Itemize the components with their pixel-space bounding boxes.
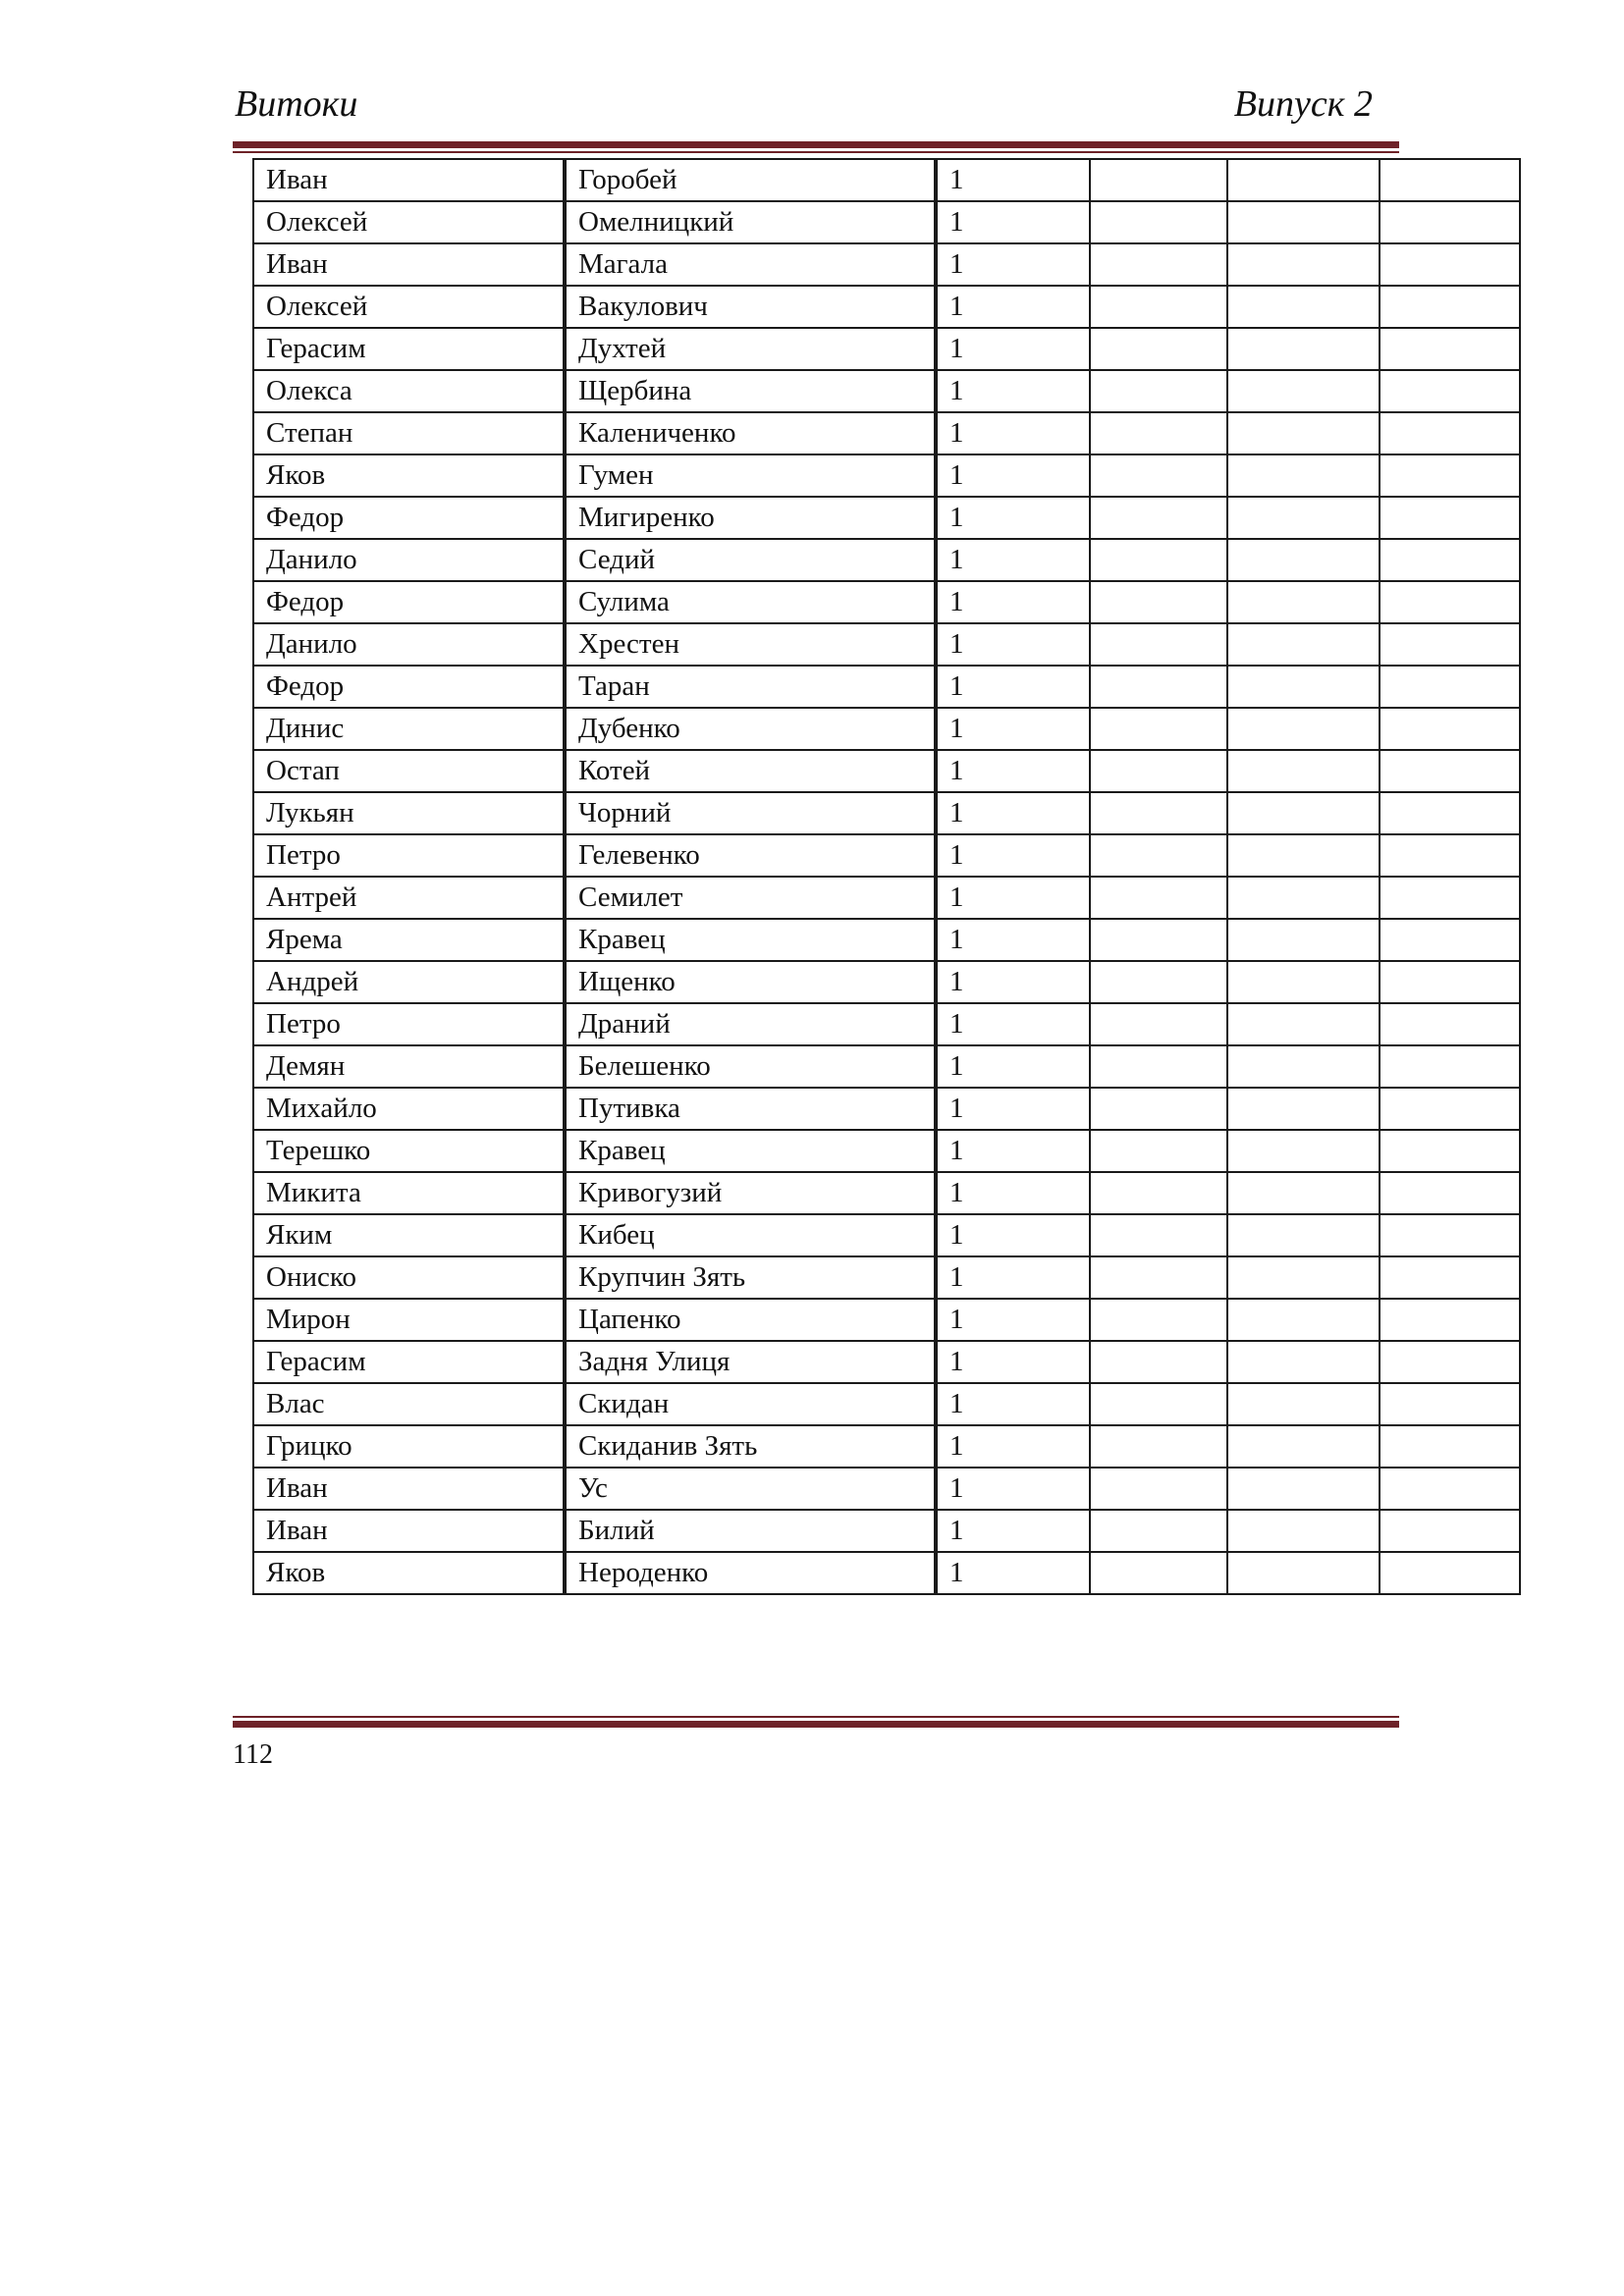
empty-cell (1090, 1468, 1227, 1510)
empty-cell (1227, 877, 1380, 919)
table-row (253, 1130, 1520, 1172)
empty-cell (1090, 961, 1227, 1003)
surname-cell: Путивка (565, 1088, 936, 1130)
count-cell: 1 (936, 454, 1090, 497)
first-name-cell: Петро (253, 834, 565, 877)
empty-cell (1380, 1425, 1520, 1468)
surname-cell: Сулима (565, 581, 936, 623)
count-cell: 1 (936, 919, 1090, 961)
count-cell: 1 (936, 1172, 1090, 1214)
empty-cell (1090, 708, 1227, 750)
table-row (253, 792, 1520, 834)
table-row (253, 454, 1520, 497)
surname-cell: Вакулович (565, 286, 936, 328)
empty-cell (1227, 1425, 1380, 1468)
first-name-cell: Мирон (253, 1299, 565, 1341)
empty-cell (1380, 370, 1520, 412)
table-row (253, 1045, 1520, 1088)
count-cell: 1 (936, 666, 1090, 708)
table-row (253, 159, 1520, 201)
table-row (253, 877, 1520, 919)
first-name-cell: Яков (253, 1552, 565, 1594)
empty-cell (1380, 243, 1520, 286)
first-name-cell: Терешко (253, 1130, 565, 1172)
table-row (253, 623, 1520, 666)
empty-cell (1227, 497, 1380, 539)
first-name-cell: Яким (253, 1214, 565, 1256)
empty-cell (1227, 1383, 1380, 1425)
count-cell: 1 (936, 750, 1090, 792)
table-row (253, 581, 1520, 623)
table-row (253, 834, 1520, 877)
first-name-cell: Федор (253, 497, 565, 539)
empty-cell (1380, 623, 1520, 666)
empty-cell (1090, 834, 1227, 877)
surname-cell: Драний (565, 1003, 936, 1045)
empty-cell (1090, 623, 1227, 666)
running-header (233, 73, 1375, 130)
first-name-cell: Иван (253, 243, 565, 286)
count-cell: 1 (936, 1510, 1090, 1552)
empty-cell (1380, 1088, 1520, 1130)
surname-cell: Задня Улиця (565, 1341, 936, 1383)
first-name-cell: Иван (253, 1468, 565, 1510)
empty-cell (1227, 834, 1380, 877)
table-row (253, 1172, 1520, 1214)
empty-cell (1380, 328, 1520, 370)
first-name-cell: Герасим (253, 328, 565, 370)
empty-cell (1227, 1256, 1380, 1299)
count-cell: 1 (936, 328, 1090, 370)
empty-cell (1380, 834, 1520, 877)
empty-cell (1380, 581, 1520, 623)
journal-title: Витоки (235, 83, 358, 125)
surname-cell: Семилет (565, 877, 936, 919)
empty-cell (1090, 412, 1227, 454)
empty-cell (1090, 1045, 1227, 1088)
footer-divider-thick-line (233, 1721, 1399, 1728)
surname-cell: Гелевенко (565, 834, 936, 877)
surname-cell: Дубенко (565, 708, 936, 750)
empty-cell (1380, 1468, 1520, 1510)
count-cell: 1 (936, 1088, 1090, 1130)
empty-cell (1227, 1003, 1380, 1045)
first-name-cell: Ониско (253, 1256, 565, 1299)
surname-cell: Щербина (565, 370, 936, 412)
surname-cell: Хрестен (565, 623, 936, 666)
count-cell: 1 (936, 1552, 1090, 1594)
first-name-cell: Степан (253, 412, 565, 454)
empty-cell (1090, 1299, 1227, 1341)
table-row (253, 1383, 1520, 1425)
header-divider (233, 141, 1399, 153)
empty-cell (1090, 243, 1227, 286)
empty-cell (1090, 1256, 1227, 1299)
empty-cell (1227, 159, 1380, 201)
empty-cell (1090, 750, 1227, 792)
empty-cell (1227, 328, 1380, 370)
empty-cell (1090, 159, 1227, 201)
empty-cell (1227, 961, 1380, 1003)
empty-cell (1380, 792, 1520, 834)
count-cell: 1 (936, 961, 1090, 1003)
first-name-cell: Федор (253, 581, 565, 623)
header-divider-thin-line (233, 151, 1399, 153)
count-cell: 1 (936, 243, 1090, 286)
empty-cell (1090, 581, 1227, 623)
empty-cell (1380, 1383, 1520, 1425)
empty-cell (1227, 1341, 1380, 1383)
table-row (253, 243, 1520, 286)
empty-cell (1090, 1214, 1227, 1256)
surname-cell: Скидан (565, 1383, 936, 1425)
empty-cell (1380, 286, 1520, 328)
surname-cell: Котей (565, 750, 936, 792)
count-cell: 1 (936, 708, 1090, 750)
empty-cell (1380, 708, 1520, 750)
empty-cell (1090, 666, 1227, 708)
surname-cell: Мигиренко (565, 497, 936, 539)
empty-cell (1380, 1214, 1520, 1256)
first-name-cell: Грицко (253, 1425, 565, 1468)
empty-cell (1227, 286, 1380, 328)
empty-cell (1090, 1003, 1227, 1045)
empty-cell (1090, 1130, 1227, 1172)
table-row (253, 919, 1520, 961)
count-cell: 1 (936, 1003, 1090, 1045)
empty-cell (1380, 497, 1520, 539)
empty-cell (1380, 1299, 1520, 1341)
empty-cell (1227, 792, 1380, 834)
first-name-cell: Иван (253, 1510, 565, 1552)
empty-cell (1380, 1172, 1520, 1214)
empty-cell (1090, 1088, 1227, 1130)
register-table-body (253, 159, 1520, 1594)
count-cell: 1 (936, 1425, 1090, 1468)
first-name-cell: Антрей (253, 877, 565, 919)
first-name-cell: Герасим (253, 1341, 565, 1383)
surname-cell: Кривогузий (565, 1172, 936, 1214)
table-row (253, 750, 1520, 792)
first-name-cell: Микита (253, 1172, 565, 1214)
empty-cell (1227, 919, 1380, 961)
surname-cell: Ус (565, 1468, 936, 1510)
table-row (253, 201, 1520, 243)
empty-cell (1090, 454, 1227, 497)
surname-cell: Магала (565, 243, 936, 286)
table-row (253, 1214, 1520, 1256)
table-row (253, 1425, 1520, 1468)
table-row (253, 1088, 1520, 1130)
empty-cell (1227, 1130, 1380, 1172)
first-name-cell: Данило (253, 539, 565, 581)
empty-cell (1380, 201, 1520, 243)
surname-cell: Ищенко (565, 961, 936, 1003)
count-cell: 1 (936, 877, 1090, 919)
empty-cell (1090, 201, 1227, 243)
table-row (253, 1299, 1520, 1341)
empty-cell (1227, 1172, 1380, 1214)
empty-cell (1380, 1256, 1520, 1299)
surname-cell: Седий (565, 539, 936, 581)
empty-cell (1227, 1214, 1380, 1256)
table-row (253, 666, 1520, 708)
empty-cell (1090, 1510, 1227, 1552)
table-row (253, 328, 1520, 370)
empty-cell (1227, 1299, 1380, 1341)
table-row (253, 1341, 1520, 1383)
empty-cell (1380, 1130, 1520, 1172)
table-row (253, 708, 1520, 750)
empty-cell (1380, 877, 1520, 919)
empty-cell (1227, 581, 1380, 623)
header-divider-thick-line (233, 141, 1399, 148)
count-cell: 1 (936, 539, 1090, 581)
empty-cell (1227, 539, 1380, 581)
empty-cell (1090, 328, 1227, 370)
footer-divider (233, 1716, 1399, 1728)
empty-cell (1380, 159, 1520, 201)
count-cell: 1 (936, 1468, 1090, 1510)
empty-cell (1380, 454, 1520, 497)
empty-cell (1380, 1045, 1520, 1088)
first-name-cell: Олекса (253, 370, 565, 412)
surname-cell: Омелницкий (565, 201, 936, 243)
empty-cell (1090, 1341, 1227, 1383)
surname-cell: Кравец (565, 919, 936, 961)
empty-cell (1227, 1088, 1380, 1130)
first-name-cell: Демян (253, 1045, 565, 1088)
first-name-cell: Михайло (253, 1088, 565, 1130)
count-cell: 1 (936, 1214, 1090, 1256)
count-cell: 1 (936, 1130, 1090, 1172)
table-row (253, 370, 1520, 412)
empty-cell (1090, 539, 1227, 581)
count-cell: 1 (936, 1383, 1090, 1425)
empty-cell (1090, 370, 1227, 412)
empty-cell (1090, 877, 1227, 919)
surname-cell: Белешенко (565, 1045, 936, 1088)
surname-cell: Таран (565, 666, 936, 708)
table-row (253, 539, 1520, 581)
empty-cell (1380, 539, 1520, 581)
empty-cell (1227, 201, 1380, 243)
surname-cell: Калениченко (565, 412, 936, 454)
first-name-cell: Лукьян (253, 792, 565, 834)
empty-cell (1227, 1468, 1380, 1510)
first-name-cell: Петро (253, 1003, 565, 1045)
count-cell: 1 (936, 201, 1090, 243)
surname-cell: Чорний (565, 792, 936, 834)
empty-cell (1380, 750, 1520, 792)
count-cell: 1 (936, 1045, 1090, 1088)
empty-cell (1227, 623, 1380, 666)
table-row (253, 497, 1520, 539)
surname-cell: Цапенко (565, 1299, 936, 1341)
first-name-cell: Данило (253, 623, 565, 666)
empty-cell (1380, 919, 1520, 961)
count-cell: 1 (936, 623, 1090, 666)
empty-cell (1380, 961, 1520, 1003)
first-name-cell: Остап (253, 750, 565, 792)
empty-cell (1227, 243, 1380, 286)
empty-cell (1090, 1552, 1227, 1594)
table-row (253, 286, 1520, 328)
empty-cell (1380, 1510, 1520, 1552)
table-row (253, 1510, 1520, 1552)
count-cell: 1 (936, 412, 1090, 454)
empty-cell (1227, 454, 1380, 497)
table-row (253, 1468, 1520, 1510)
table-row (253, 1552, 1520, 1594)
count-cell: 1 (936, 1341, 1090, 1383)
empty-cell (1380, 1003, 1520, 1045)
empty-cell (1227, 1552, 1380, 1594)
empty-cell (1380, 1341, 1520, 1383)
empty-cell (1227, 708, 1380, 750)
empty-cell (1227, 666, 1380, 708)
table-row (253, 961, 1520, 1003)
empty-cell (1090, 1425, 1227, 1468)
table-row (253, 412, 1520, 454)
first-name-cell: Олексей (253, 201, 565, 243)
page-number: 112 (233, 1739, 273, 1770)
surname-cell: Кибец (565, 1214, 936, 1256)
surname-cell: Гумен (565, 454, 936, 497)
table-row (253, 1003, 1520, 1045)
empty-cell (1090, 497, 1227, 539)
first-name-cell: Андрей (253, 961, 565, 1003)
table-row (253, 1256, 1520, 1299)
first-name-cell: Олексей (253, 286, 565, 328)
footer-divider-thin-line (233, 1716, 1399, 1718)
empty-cell (1227, 1510, 1380, 1552)
first-name-cell: Влас (253, 1383, 565, 1425)
empty-cell (1227, 1045, 1380, 1088)
first-name-cell: Иван (253, 159, 565, 201)
first-name-cell: Яков (253, 454, 565, 497)
empty-cell (1380, 412, 1520, 454)
empty-cell (1380, 1552, 1520, 1594)
surname-cell: Скиданив Зять (565, 1425, 936, 1468)
count-cell: 1 (936, 1256, 1090, 1299)
empty-cell (1090, 1172, 1227, 1214)
empty-cell (1090, 1383, 1227, 1425)
surname-cell: Горобей (565, 159, 936, 201)
empty-cell (1380, 666, 1520, 708)
empty-cell (1090, 792, 1227, 834)
surname-cell: Духтей (565, 328, 936, 370)
count-cell: 1 (936, 834, 1090, 877)
first-name-cell: Ярема (253, 919, 565, 961)
first-name-cell: Динис (253, 708, 565, 750)
empty-cell (1227, 412, 1380, 454)
empty-cell (1227, 370, 1380, 412)
surname-cell: Кравец (565, 1130, 936, 1172)
household-register-table (252, 158, 1521, 1595)
empty-cell (1090, 919, 1227, 961)
issue-label: Випуск 2 (1233, 83, 1373, 125)
count-cell: 1 (936, 286, 1090, 328)
empty-cell (1090, 286, 1227, 328)
surname-cell: Билий (565, 1510, 936, 1552)
count-cell: 1 (936, 497, 1090, 539)
count-cell: 1 (936, 370, 1090, 412)
first-name-cell: Федор (253, 666, 565, 708)
count-cell: 1 (936, 792, 1090, 834)
empty-cell (1227, 750, 1380, 792)
count-cell: 1 (936, 581, 1090, 623)
count-cell: 1 (936, 159, 1090, 201)
surname-cell: Нероденко (565, 1552, 936, 1594)
surname-cell: Крупчин Зять (565, 1256, 936, 1299)
count-cell: 1 (936, 1299, 1090, 1341)
